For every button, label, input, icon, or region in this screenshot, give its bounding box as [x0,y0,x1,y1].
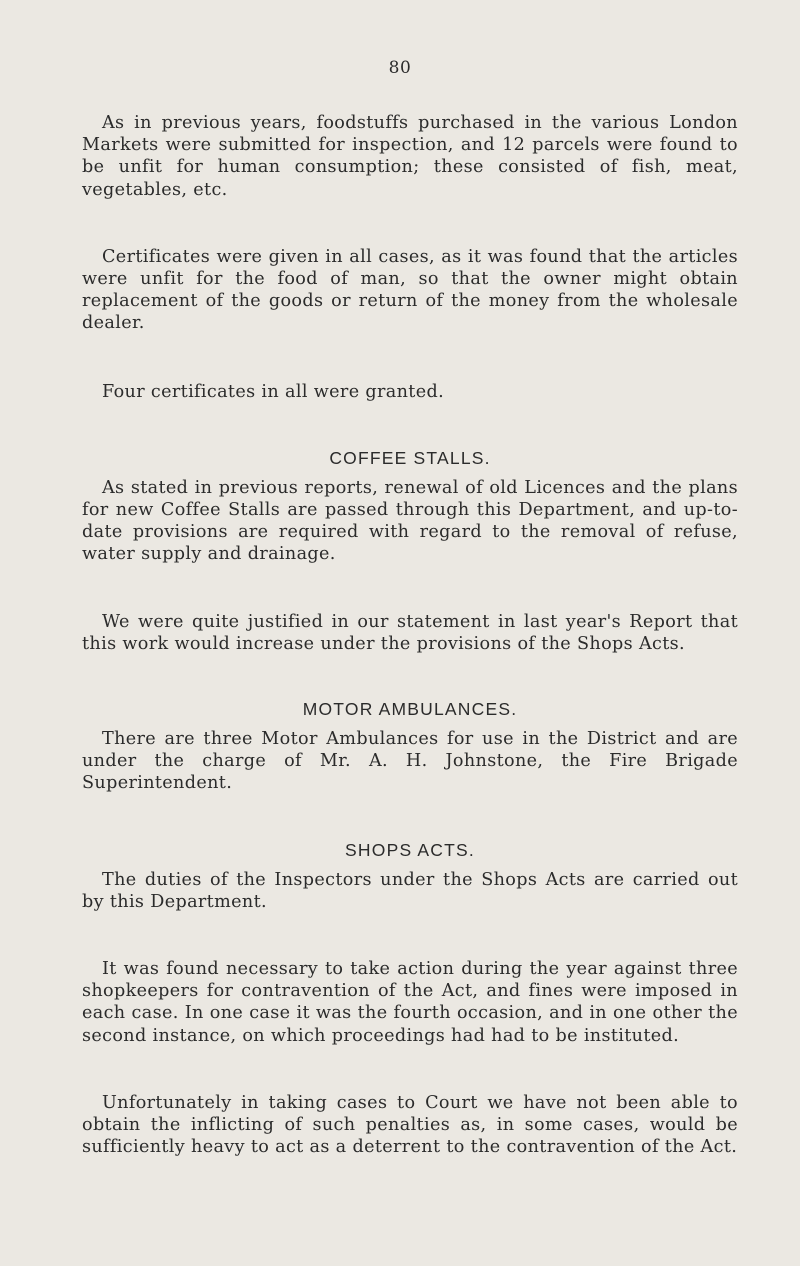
shops-acts-paragraph-penalties: Unfortunately in taking cases to Court we have not been able to obtain the inflicting of such penalties as, in some cases, would be sufficiently heavy to act as a deterrent to the contravention of the Act. [82,1092,738,1158]
intro-paragraph-granted: Four certificates in all were granted. [102,381,445,402]
heading-shops-acts: SHOPS ACTS. [345,839,475,860]
intro-paragraph-foodstuffs: As in previous years, foodstuffs purchased in the various London Markets were submitted for inspection, and 12 parcels were found to be unfit for human consumption; these consisted of fish, meat, vegetables, etc. [82,113,738,200]
page-content [82,112,738,1158]
heading-coffee-stalls: COFFEE STALLS. [329,447,491,468]
coffee-stalls-paragraph-licences: As stated in previous reports, renewal of old Licences and the plans for new Coffee Stalls are passed through this Department, and up-to-date provisions are required with regard to the removal of refuse, water supply and drainage. [82,477,738,565]
shops-acts-paragraph-duties: The duties of the Inspectors under the Shops Acts are carried out by this Department. [82,869,738,912]
coffee-stalls-paragraph-justified: We were quite justified in our statement in last year's Report that this work would increase under the provisions of the Shops Acts. [82,611,738,654]
page-number: 80 [388,58,412,78]
shops-acts-paragraph-action: It was found necessary to take action during the year against three shopkeepers for contravention of the Act, and fines were imposed in each case. In one case it was the fourth occasion, and in one other the second instance, on which proceedings had had to be instituted. [82,959,738,1046]
heading-motor-ambulances: MOTOR AMBULANCES. [302,699,518,720]
intro-paragraph-certificates: Certificates were given in all cases, as it was found that the articles were unfit for the food of man, so that the owner might obtain replacement of the goods or return of the money from the wholesale dealer. [82,246,738,334]
motor-ambulances-paragraph: There are three Motor Ambulances for use in the District and are under the charge of Mr. A. H. Johnstone, the Fire Brigade Superintendent. [82,729,738,794]
